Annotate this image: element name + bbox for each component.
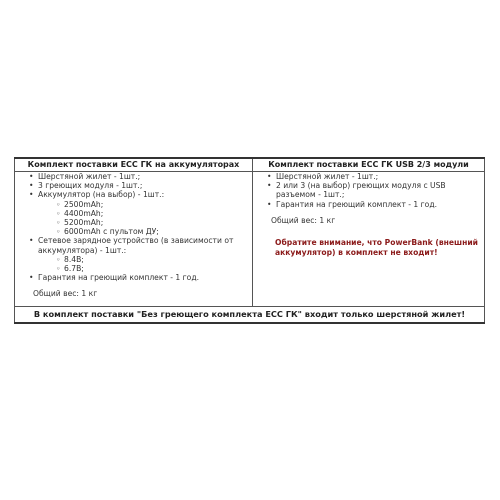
kit-comparison-table <box>14 157 485 324</box>
table-header-row <box>15 158 485 172</box>
powerbank-notice: Обратите внимание, что PowerBank (внешний аккумулятор) в комплект не входит! <box>275 238 478 258</box>
charger-options-list <box>38 255 252 273</box>
battery-kit-cell <box>15 172 253 307</box>
battery-option: ◦ 5200mAh; <box>56 218 252 227</box>
usb-kit-weight: Общий вес: 1 кг <box>271 215 336 225</box>
battery-options-list <box>38 200 252 237</box>
battery-option: ◦ 2500mAh; <box>56 200 252 209</box>
list-item <box>29 236 252 273</box>
list-item <box>29 172 252 181</box>
item-text: Аккумулятор (на выбор) - 1шт.: <box>38 190 165 200</box>
usb-kit-cell <box>253 172 485 307</box>
item-text: Сетевое зарядное устройство (в зависимости от аккумулятора) - 1шт.: <box>38 236 234 255</box>
list-item <box>29 273 252 282</box>
list-item <box>267 181 484 199</box>
battery-option: ◦ 4400mAh; <box>56 209 252 218</box>
battery-option: ◦ 6000mAh с пультом ДУ; <box>56 227 252 236</box>
list-item <box>267 200 484 209</box>
item-text: Шерстяной жилет - 1шт.; <box>276 172 379 181</box>
table-body-row <box>15 172 485 307</box>
list-item <box>29 190 252 236</box>
item-text: 2 или 3 (на выбор) греющих модуля с USB разъемом - 1шт.; <box>276 181 446 200</box>
footer-note: В комплект поставки "Без греющего комплекта ECC ГК" входит только шерстяной жилет! <box>15 307 485 324</box>
list-item <box>267 172 484 181</box>
item-text: Шерстяной жилет - 1шт.; <box>38 172 141 181</box>
usb-kit-list <box>253 172 484 209</box>
list-item <box>29 181 252 190</box>
charger-option: ◦ 6.7B; <box>56 264 252 273</box>
header-battery-kit: Комплект поставки ECC ГК на аккумуляторах <box>15 158 253 172</box>
charger-option: ◦ 8.4B; <box>56 255 252 264</box>
battery-kit-list <box>15 172 252 282</box>
battery-kit-weight: Общий вес: 1 кг <box>33 289 98 299</box>
table-footer-row <box>15 307 485 324</box>
header-usb-kit: Комплект поставки ECC ГК USB 2/3 модули <box>253 158 485 172</box>
item-text: Гарантия на греющий комплект - 1 год. <box>276 199 437 209</box>
item-text: Гарантия на греющий комплект - 1 год. <box>38 273 199 283</box>
item-text: 3 греющих модуля - 1шт.; <box>38 181 143 191</box>
